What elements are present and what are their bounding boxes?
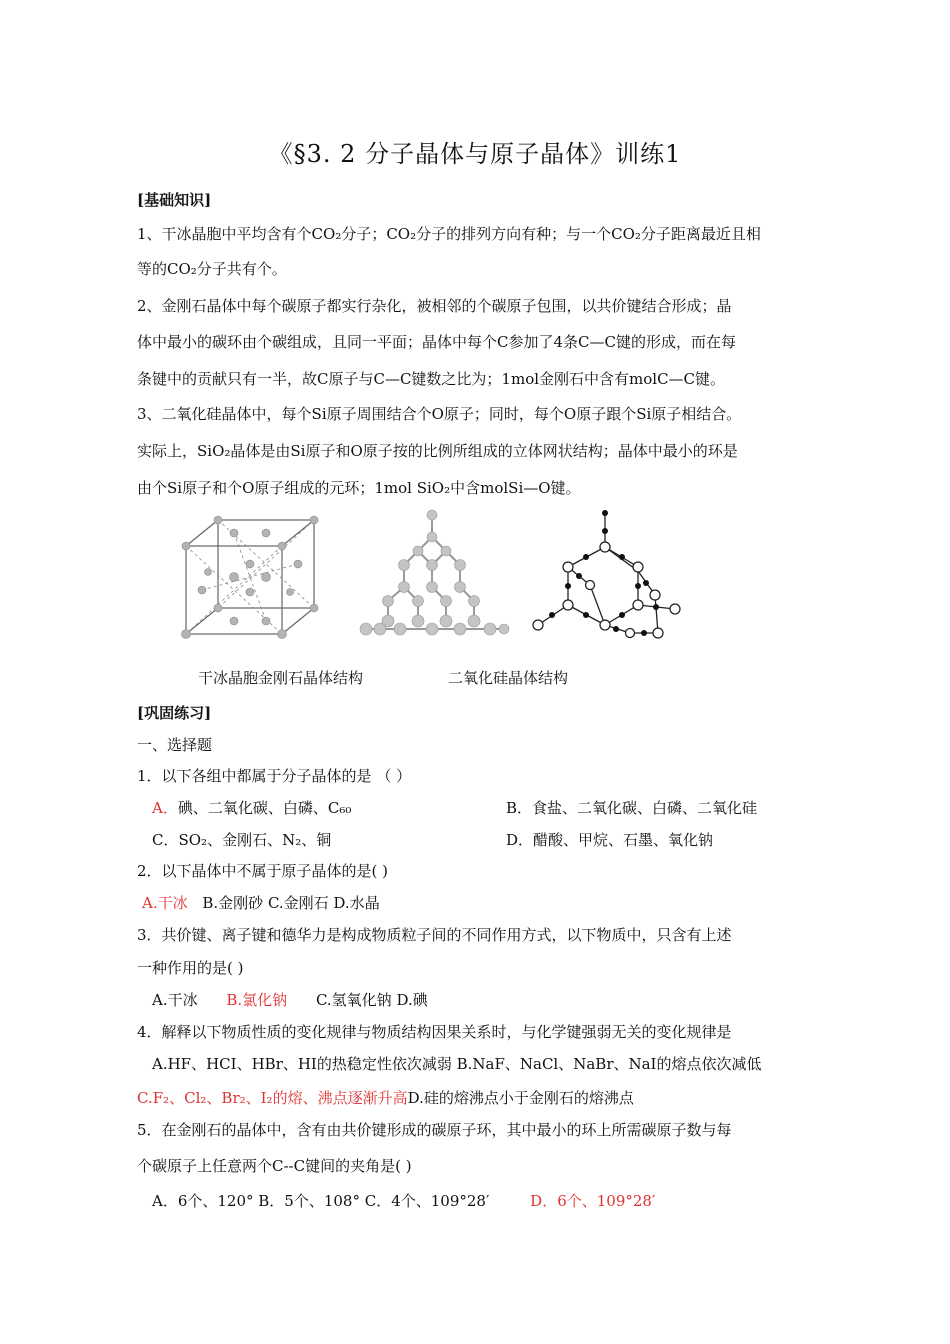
page-title: 《§3. 2 分子晶体与原子晶体》训练1 [268, 140, 682, 168]
question-1-stem: 1．以下各组中都属于分子晶体的是 （ ） [137, 767, 412, 785]
question-2-options-rest: B.金刚砂 C.金刚石 D.水晶 [202, 894, 380, 912]
question-3-answer-b: B.氯化钠 [226, 991, 288, 1009]
question-4-options-ab: A.HF、HCI、HBr、HI的热稳定性依次减弱 B.NaF、NaCl、NaBr、NaI的熔点依次减低 [152, 1055, 762, 1073]
question-1-option-b: B．食盐、二氧化碳、白磷、二氧化硅 [506, 799, 758, 817]
question-3-options [152, 990, 428, 1010]
question-2-answer-a: A.干冰 [142, 894, 188, 912]
section-basic-knowledge: [基础知识] [137, 191, 212, 209]
question-2-stem: 2．以下晶体中不属于原子晶体的是( ) [137, 862, 389, 880]
question-4-options-cd [137, 1088, 634, 1108]
basic-line-4: 体中最小的碳环由个碳组成，且同一平面；晶体中每个C参加了4条C—C键的形成，而在每 [137, 333, 736, 351]
diamond-structure-figure [356, 505, 514, 640]
question-3-stem-line-1: 3．共价键、离子键和德华力是构成物质粒子间的不同作用方式，以下物质中，只含有上述 [137, 926, 732, 944]
question-1-option-a-text: 碘、二氧化碳、白磷、C₆₀ [177, 799, 352, 817]
figure-caption-right: 二氧化硅晶体结构 [448, 669, 569, 687]
basic-line-5: 条键中的贡献只有一半，故C原子与C—C键数之比为；1mol金刚石中含有molC—C键。 [137, 370, 726, 388]
question-5-answer-d: D．6个、109°28′ [530, 1192, 656, 1210]
section-choice: 一、选择题 [137, 736, 213, 754]
question-3-option-a: A.干冰 [152, 991, 198, 1009]
question-5-stem-line-2: 个碳原子上任意两个C--C键间的夹角是( ) [137, 1157, 412, 1175]
basic-line-7: 实际上，SiO₂晶体是由Si原子和O原子按的比例所组成的立体网状结构；晶体中最小的环是 [137, 442, 738, 460]
figure-caption-left: 干冰晶胞金刚石晶体结构 [198, 669, 364, 687]
basic-line-2: 等的CO₂分子共有个。 [137, 260, 287, 278]
basic-line-8: 由个Si原子和个O原子组成的元环；1mol SiO₂中含molSi—O键。 [137, 479, 581, 497]
question-4-answer-c: C.F₂、Cl₂、Br₂、I₂的熔、沸点逐渐升高 [137, 1089, 408, 1107]
question-4-stem: 4．解释以下物质性质的变化规律与物质结构因果关系时，与化学键强弱无关的变化规律是 [137, 1023, 732, 1041]
question-1-option-d: D．醋酸、甲烷、石墨、氧化钠 [506, 831, 714, 849]
question-3-stem-line-2: 一种作用的是( ) [137, 959, 244, 977]
basic-line-3: 2、金刚石晶体中每个碳原子都实行杂化，被相邻的个碳原子包围，以共价键结合形成；晶 [137, 297, 732, 315]
silicon-dioxide-structure-figure [530, 505, 685, 645]
question-2-options [142, 893, 380, 913]
question-5-options-abc: A．6个、120° B．5个、108° C．4个、109°28′ [152, 1192, 490, 1210]
question-4-option-d: D.硅的熔沸点小于金刚石的熔沸点 [407, 1089, 634, 1107]
section-practice: [巩固练习] [137, 704, 212, 722]
basic-line-6: 3、二氧化硅晶体中，每个Si原子周围结合个O原子；同时，每个O原子跟个Si原子相结合。 [137, 405, 742, 423]
question-3-options-rest: C.氢氧化钠 D.碘 [315, 991, 428, 1009]
question-5-options [152, 1191, 655, 1211]
basic-line-1: 1、干冰晶胞中平均含有个CO₂分子；CO₂分子的排列方向有种；与一个CO₂分子距离最近且相 [137, 225, 761, 243]
dry-ice-unit-cell-figure [178, 512, 323, 642]
question-5-stem-line-1: 5．在金刚石的晶体中，含有由共价键形成的碳原子环，其中最小的环上所需碳原子数与每 [137, 1121, 732, 1139]
question-1-option-c: C．SO₂、金刚石、N₂、铜 [152, 831, 332, 849]
question-1-option-a [152, 798, 351, 818]
question-1-answer-a-label: A． [152, 799, 178, 817]
